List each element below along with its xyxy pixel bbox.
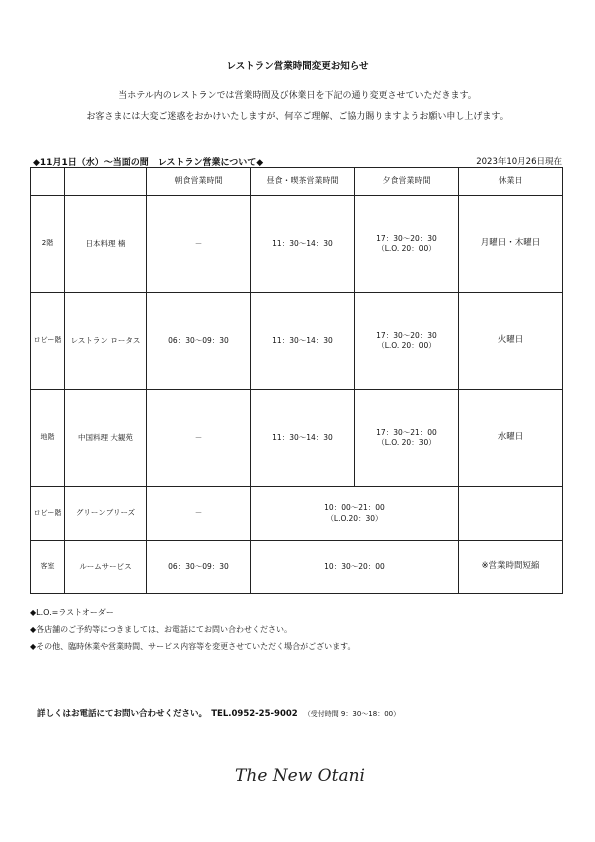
closed-days: 水曜日 bbox=[459, 390, 563, 487]
lunch-hours: 11：30～14：30 bbox=[251, 196, 355, 293]
lunch-hours: 11：30～14：30 bbox=[251, 390, 355, 487]
breakfast-hours: 06：30～09：30 bbox=[147, 293, 251, 390]
hotel-logo bbox=[230, 760, 370, 790]
dinner-time: 17：30～21：00 bbox=[376, 427, 437, 437]
restaurant-name: 中国料理 大観苑 bbox=[65, 390, 147, 487]
restaurant-name: グリーンブリーズ bbox=[65, 487, 147, 541]
breakfast-hours: － bbox=[147, 487, 251, 541]
breakfast-hours: 06：30～09：30 bbox=[147, 541, 251, 594]
date-note: 2023年10月26日現在 bbox=[476, 157, 562, 167]
header-name bbox=[65, 168, 147, 196]
breakfast-hours: － bbox=[147, 196, 251, 293]
notes-list bbox=[30, 604, 356, 655]
section-heading: ◆11月1日（水）～当面の間 レストラン営業について◆ bbox=[33, 158, 264, 168]
table-row bbox=[31, 487, 563, 541]
logo-text: The New Otani bbox=[235, 766, 365, 786]
table-row bbox=[31, 293, 563, 390]
table-row bbox=[31, 541, 563, 594]
continuous-last-order: （L.O.20：30） bbox=[326, 513, 383, 523]
table-header-row bbox=[31, 168, 563, 196]
dinner-hours bbox=[355, 390, 459, 487]
note-item: ◆各店舗のご予約等につきましては、お電話にてお問い合わせください。 bbox=[30, 625, 292, 634]
floor-cell: 地階 bbox=[31, 390, 65, 487]
header-closed: 休業日 bbox=[459, 168, 563, 196]
floor-cell: ロビー階 bbox=[31, 487, 65, 541]
floor-cell: ロビー階 bbox=[31, 293, 65, 390]
lunch-dinner-hours bbox=[251, 487, 459, 541]
closed-days bbox=[459, 487, 563, 541]
dinner-last-order: （L.O. 20：30） bbox=[377, 438, 436, 447]
lunch-dinner-hours: 10：30～20：00 bbox=[251, 541, 459, 594]
lunch-hours: 11：30～14：30 bbox=[251, 293, 355, 390]
dinner-time: 17：30～20：30 bbox=[376, 330, 437, 340]
dinner-last-order: （L.O. 20：00） bbox=[377, 244, 436, 253]
table-row bbox=[31, 390, 563, 487]
closed-days: 月曜日・木曜日 bbox=[459, 196, 563, 293]
closed-days: 火曜日 bbox=[459, 293, 563, 390]
restaurant-name: 日本料理 楠 bbox=[65, 196, 147, 293]
floor-cell: 2階 bbox=[31, 196, 65, 293]
dinner-time: 17：30～20：30 bbox=[376, 233, 437, 243]
restaurant-name: ルームサービス bbox=[65, 541, 147, 594]
intro-line-2: お客さまには大変ご迷惑をおかけいたしますが、何卒ご理解、ご協力賜りますようお願い申し上げます。 bbox=[86, 112, 509, 122]
floor-cell: 客室 bbox=[31, 541, 65, 594]
intro-line-1: 当ホテル内のレストランでは営業時間及び休業日を下記の通り変更させていただきます。 bbox=[118, 91, 477, 101]
contact-text: 詳しくはお電話にてお問い合わせください。 TEL.0952-25-9002 bbox=[37, 709, 298, 719]
closed-days: ※営業時間短縮 bbox=[459, 541, 563, 594]
header-lunch: 昼食・喫茶営業時間 bbox=[251, 168, 355, 196]
table-row bbox=[31, 196, 563, 293]
note-item: ◆L.O.=ラストオーダー bbox=[30, 608, 114, 617]
header-breakfast: 朝食営業時間 bbox=[147, 168, 251, 196]
restaurant-name: レストラン ロータス bbox=[65, 293, 147, 390]
breakfast-hours: － bbox=[147, 390, 251, 487]
schedule-table bbox=[30, 167, 563, 594]
header-floor bbox=[31, 168, 65, 196]
note-item: ◆その他、臨時休業や営業時間、サービス内容等を変更させていただく場合がございます。 bbox=[30, 642, 356, 651]
header-dinner: 夕食営業時間 bbox=[355, 168, 459, 196]
dinner-last-order: （L.O. 20：00） bbox=[377, 341, 436, 350]
dinner-hours bbox=[355, 293, 459, 390]
contact-hours: （受付時間 9：30～18：00） bbox=[303, 710, 401, 718]
continuous-time: 10：00～21：00 bbox=[324, 503, 385, 513]
page-title: レストラン営業時間変更お知らせ bbox=[226, 61, 369, 72]
contact-line bbox=[37, 707, 400, 719]
dinner-hours bbox=[355, 196, 459, 293]
